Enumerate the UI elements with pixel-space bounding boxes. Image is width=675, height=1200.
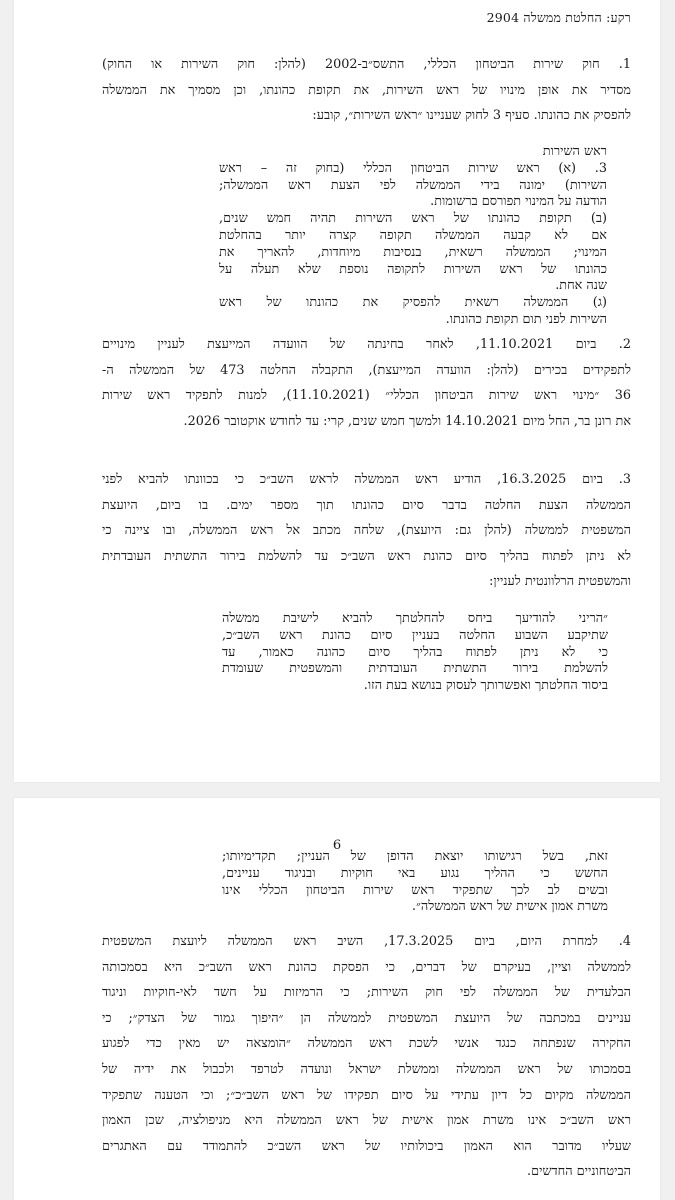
paragraph-line: והמשפטית הרלוונטית לעניין: <box>489 574 631 590</box>
paragraph-line: עניינים במכתבה של היועצת המשפטית לממשלה הן ״היפוך גמור של הצדק״; כי <box>102 1010 631 1026</box>
quote-line: להשלמת בירור התשתית העובדתית והמשפטית שעומדת <box>222 661 608 677</box>
quote-line: זאת, בשל רגישותו יוצאת הדופן של העניין; תקדימיותו; <box>222 849 608 864</box>
quote-line: משרת אמון אישית של ראש הממשלה״. <box>411 899 608 915</box>
paragraph-4 <box>102 929 631 1185</box>
legal-advisor-letter-quote-continued <box>222 849 608 916</box>
paragraph-line: לממשלה וציין, בעיקרם של דברים, כי הפסקת כהונת ראש השב״כ היא בסמכותה <box>102 959 631 975</box>
quote-line: אם לא קבעה הממשלה תקופה קצרה יותר בהחלטת <box>219 227 607 243</box>
paragraph-line: הבלעדית של הממשלה לפי חוק השירות; כי הרמיזות על חשד לאי-חוקיות וניגוד <box>102 985 631 1001</box>
paragraph-line: מסדיר את אופן מינויו של ראש השירות, את תקופת כהונתו, וכן מסמיך את הממשלה <box>102 82 631 98</box>
paragraph-line: המשפטית לממשלה (להלן גם: היועצת), שלחה מכתב אל ראש הממשלה, ובו ציינה כי <box>102 523 631 539</box>
paragraph-line: 2. ביום 11.10.2021, לאחר בחינתה של הוועדה המייעצת לעניין מינויים <box>102 337 631 352</box>
quote-line: המינוי; הממשלה רשאית, בנסיבות מיוחדות, להאריך את <box>219 244 607 260</box>
quote-line: ״הריני להודיעך ביחס להחלטתך להביא לישיבת ממשלה <box>222 611 608 626</box>
paragraph-line: הביטחוניים החדשים. <box>527 1164 631 1180</box>
paragraph-line: הממשלה מקיום כל דיון עתידי על סיום תפקידו של ראש השב״כ״; וכי הטענה שתפקיד <box>102 1087 631 1103</box>
page-header: רקע: החלטת ממשלה 2904 <box>486 10 631 25</box>
paragraph-line: 36 ״מינוי ראש שירות הביטחון הכללי״ (11.10.2021), למנות לתפקיד ראש שירות <box>102 388 631 404</box>
quote-line: (ג) הממשלה רשאית להפסיק את כהונתו של ראש <box>219 295 607 311</box>
paragraph-line: את רונן בר, החל מיום 14.10.2021 ולמשך חמש שנים, קרי: עד לחודש אוקטובר 2026. <box>183 413 631 429</box>
paragraph-line: החקירה שנפתחה כנגד אנשי לשכת ראש הממשלה ״הומצאה יש מאין כדי לפגוע <box>102 1036 631 1052</box>
quote-line: כהונתו של ראש השירות לתקופה נוספת שלא תעלה על <box>219 261 607 277</box>
quote-line: 3. (א) ראש שירות הביטחון הכללי (בחוק זה – ראש <box>219 160 607 176</box>
paragraph-line: ראש השב״כ אינו משרת אמון אישית של ראש הממשלה היא מניפולציה, שכן האמון <box>102 1113 631 1129</box>
paragraph-line: להפסיק את כהונתו. סעיף 3 לחוק שעניינו ״ראש השירות״, קובע: <box>312 108 631 124</box>
paragraph-line: לא ניתן לפתוח בהליך סיום כהונת ראש השב״כ עד להשלמת בירור התשתית העובדתית <box>102 548 631 564</box>
paragraph-2 <box>102 332 631 434</box>
paragraph-line: לתפקידים בכירים (להלן: הוועדה המייעצת), התקבלה החלטה 473 של הממשלה ה- <box>102 362 631 378</box>
paragraph-line: שעליו מדובר הוא האמון ביכולותיו של ראש השב״כ להתמודד עם האתגרים <box>102 1138 631 1154</box>
quote-line: השירות לפני תום תקופת כהונתו. <box>445 311 607 327</box>
legal-advisor-letter-quote <box>222 611 608 695</box>
quote-line: (ב) תקופת כהונתו של ראש השירות תהיה חמש שנים, <box>219 211 607 227</box>
quote-line: ובשים לב לכך שתפקיד ראש שירות הביטחון הכללי אינו <box>222 882 608 898</box>
law-quote-section-3 <box>219 144 607 329</box>
paragraph-line: בסמכותו של ראש הממשלה וממשלת ישראל ונועדה לטרפד ולכבול את ידיה של <box>102 1061 631 1077</box>
document-page-1 <box>14 0 660 782</box>
page-number: 6 <box>332 838 342 853</box>
quote-line: ראש השירות <box>542 144 607 159</box>
quote-line: הודעה על המינוי תפורסם ברשומות. <box>430 194 607 210</box>
paragraph-line: 4. למחרת היום, ביום 17.3.2025, השיב ראש הממשלה ליועצת המשפטית <box>102 934 631 949</box>
paragraph-1 <box>102 52 631 129</box>
quote-line: כי לא ניתן לפתוח בהליך סיום כהונה כאמור, עד <box>222 644 608 660</box>
quote-line: שנה אחת. <box>555 278 607 294</box>
paragraph-line: 1. חוק שירות הביטחון הכללי, התשס״ב-2002 (להלן: חוק השירות או החוק) <box>102 57 631 72</box>
quote-line: החשש כי ההליך נגוע באי חוקיות ובניגוד עניינים, <box>222 865 608 881</box>
quote-line: השירות) ימונה בידי הממשלה לפי הצעת ראש הממשלה; <box>219 177 607 193</box>
paragraph-line: 3. ביום 16.3.2025, הודיע ראש הממשלה לראש השב״כ כי בכוונתו להביא לפני <box>102 472 631 487</box>
paragraph-3 <box>102 467 631 595</box>
quote-line: שתיקבע השבוע החלטה בעניין סיום כהונת ראש השב״כ, <box>222 627 608 643</box>
paragraph-line: הממשלה הצעת החלטה בדבר סיום כהונתו תוך מספר ימים. בו ביום, היועצת <box>102 497 631 513</box>
quote-line: ביסוד החלטתך ואפשרותך לעסוק בנושא בעת הזו. <box>363 678 608 694</box>
document-page-2 <box>14 798 660 1200</box>
